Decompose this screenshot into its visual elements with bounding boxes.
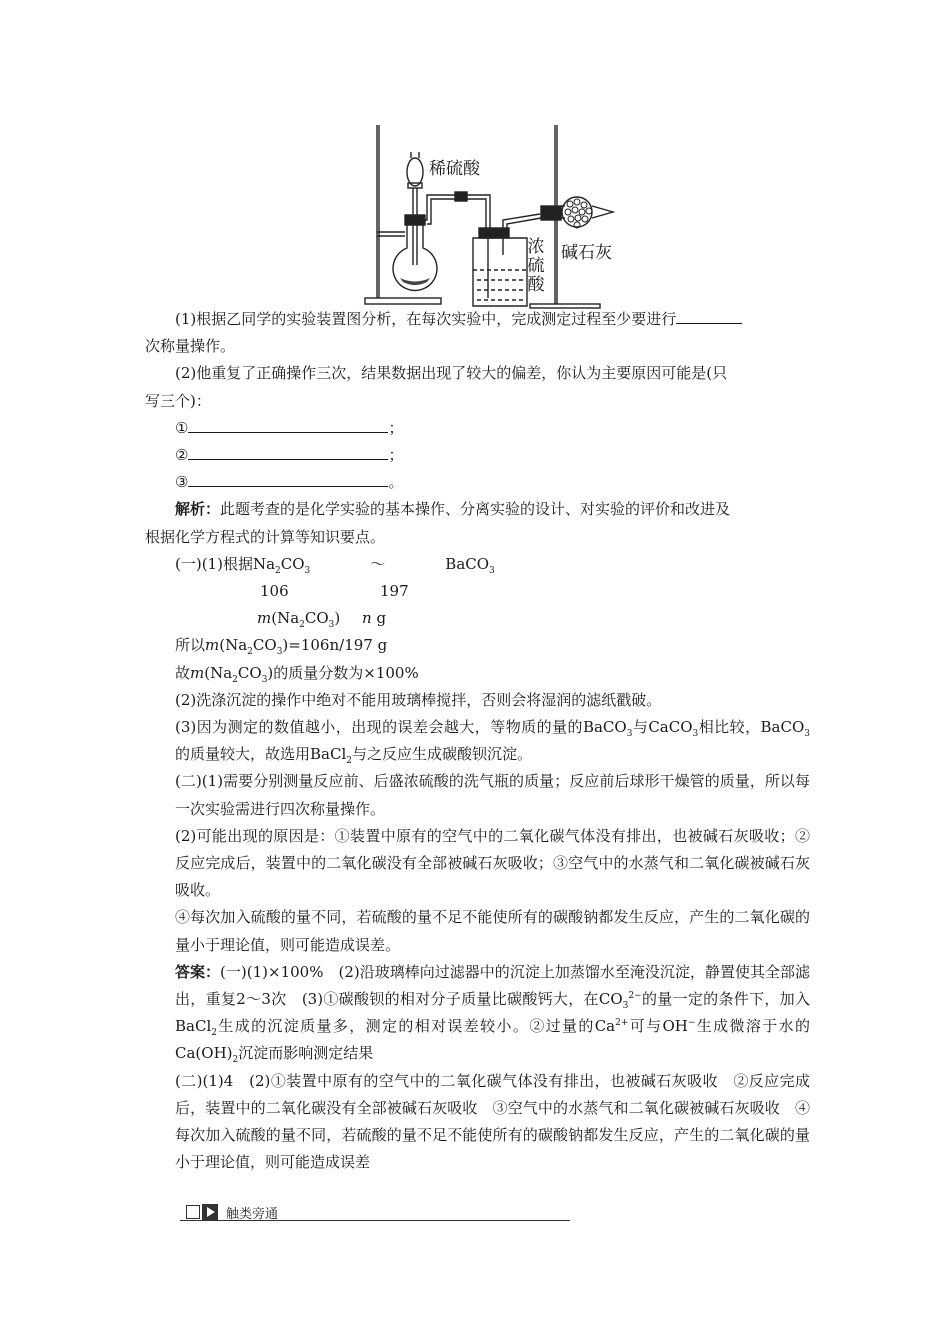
answer-para-2: (二)(1)4 (2)①装置中原有的空气中的二氧化碳气体没有排出，也被碱石灰吸收 ②反应完成后，装置中的二氧化碳没有全部被碱石灰吸收 ③空气中的水蒸气和二氧化碳被碱石灰吸收 ④每次加入硫酸的量不同，若硫酸的量不足不能使所有的碳酸钠都发生反应，产生的二氧化碳的量小于理论值，则可能造成误差 [175, 1071, 810, 1172]
apparatus-drawing [355, 120, 635, 310]
drying-tube-tip [592, 206, 613, 218]
answer-blank [676, 309, 742, 324]
question-1-cont: 次称量操作。 [145, 337, 236, 356]
label-soda-lime: 碱石灰 [561, 243, 612, 263]
part2-2: (2)可能出现的原因是：①装置中原有的空气中的二氧化碳气体没有排出，也被碱石灰吸收；②反应完成后，装置中的二氧化碳没有全部被碱石灰吸收；③空气中的水蒸气和二氧化碳被碱石灰吸收。 [175, 826, 810, 900]
footer-label: 触类旁通 [226, 1207, 279, 1222]
answer-label: 答案： [175, 962, 221, 981]
body-text [145, 306, 810, 1177]
answer-blank [188, 418, 388, 433]
answer-blank [188, 472, 388, 487]
section-footer [180, 1203, 570, 1221]
square-icon [186, 1205, 200, 1219]
flask-stopper [405, 215, 425, 225]
blank-line-2: ② ； [175, 446, 404, 465]
part2-4: ④每次加入硫酸的量不同，若硫酸的量不足不能使所有的碳酸钠都发生反应，产生的二氧化碳的量小于理论值，则可能造成误差。 [175, 908, 810, 954]
calc-line-1: (一)(1)根据$Na_2CO_3$ ～ BaCO$_3$ [175, 554, 495, 576]
apparatus-figure [355, 120, 635, 310]
calc-line-4: 所以$m(Na_2CO_3)=106n/197$ g [175, 636, 388, 658]
label-dilute-acid: 稀硫酸 [429, 159, 480, 179]
question-2: (2)他重复了正确操作三次，结果数据出现了较大的偏差，你认为主要原因可能是(只 [175, 364, 728, 383]
round-bottom-flask [393, 225, 437, 290]
explain-3: (3)因为测定的数值越小，出现的误差会越大，等物质的量的BaCO$_3$与CaCO$_3$相比较，BaCO$_3$的质量较大，故选用BaCl$_2$与之反应生成碳酸钡沉淀。 [175, 718, 810, 767]
question-1: (1)根据乙同学的实验装置图分析，在每次实验中，完成测定过程至少要进行 [145, 306, 810, 333]
explain-2: (2)洗涤沉淀的操作中绝对不能用玻璃棒搅拌，否则会将湿润的滤纸戳破。 [175, 690, 662, 709]
left-stand-base [365, 298, 441, 304]
bottle-stopper [479, 228, 509, 238]
analysis-para: 解析：此题考查的是化学实验的基本操作、分离实验的设计、对实验的评价和改进及 [175, 500, 731, 519]
calc-line-2: 106 197 [260, 582, 409, 601]
washing-bottle [473, 238, 527, 306]
rubber-joint [455, 192, 467, 201]
separatory-funnel [407, 158, 423, 186]
drying-tube-stopper [541, 206, 561, 220]
blank-line-1: ① ； [175, 418, 404, 437]
calc-line-3: $m(Na_2CO_3)$ n g [257, 609, 387, 631]
analysis-label: 解析： [175, 500, 221, 519]
question-2-cont: 写三个)： [145, 391, 211, 410]
blank-line-3: ③ 。 [175, 473, 404, 492]
answer-blank [188, 445, 388, 460]
part2-1: (二)(1)需要分别测量反应前、后盛浓硫酸的洗气瓶的质量；反应前后球形干燥管的质量，所以每一次实验需进行四次称量操作。 [175, 772, 810, 818]
label-conc-acid: 浓硫酸 [527, 237, 545, 295]
answer-para-1: 答案：(一)(1)×100% (2)沿玻璃棒向过滤器中的沉淀上加蒸馏水至淹没沉淀，静置使其全部滤出，重复2～3次 (3)①碳酸钡的相对分子质量比碳酸钙大，在$CO_3^{2-}$的量一定的条件下，加入BaCl$_2$生成的沉淀质量多，测定的相对误差较小。②过量的$Ca^{2+}$可与OH−生成微溶于水的$Ca(OH)_2$沉淀而影响测定结果 [175, 962, 810, 1066]
calc-line-5: 故$m(Na_2CO_3)$的质量分数为×100% [175, 663, 419, 685]
play-icon [202, 1204, 218, 1220]
analysis-cont: 根据化学方程式的计算等知识要点。 [145, 527, 386, 546]
